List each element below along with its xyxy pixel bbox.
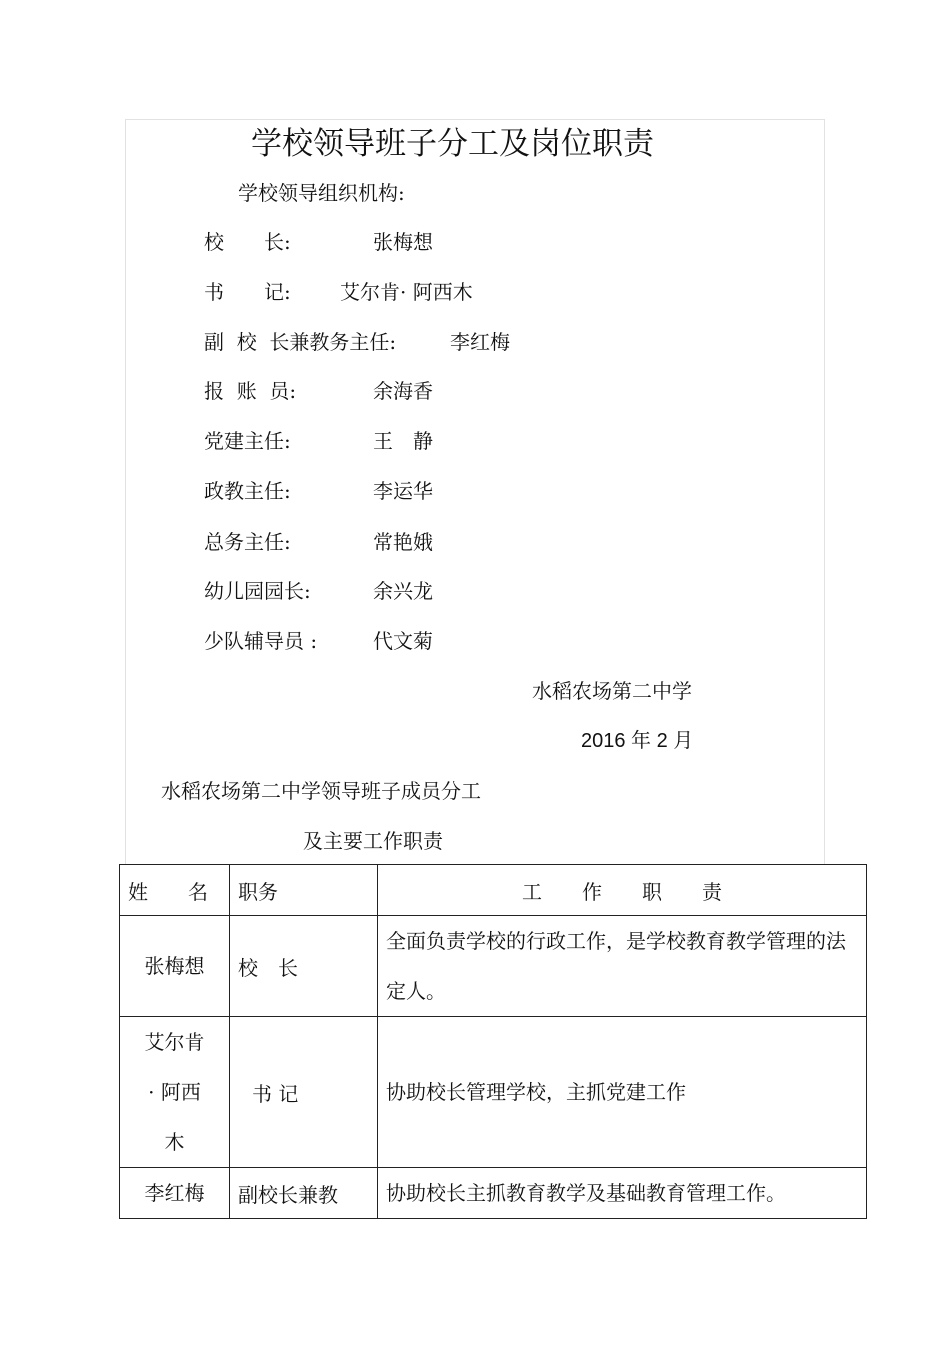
cell-duty: 协助校长主抓教育教学及基础教育管理工作。 (378, 1168, 867, 1219)
cell-duty: 协助校长管理学校，主抓党建工作 (378, 1017, 867, 1168)
cell-duty: 全面负责学校的行政工作，是学校教育教学管理的法定人。 (378, 916, 867, 1017)
table-row (120, 1017, 867, 1168)
org-role: 校 长: (204, 230, 291, 254)
duty-table (119, 864, 867, 1219)
org-person: 余海香 (373, 379, 433, 403)
cell-post: 书 记 (230, 1017, 378, 1168)
org-role: 政教主任: (204, 479, 291, 503)
org-person: 余兴龙 (373, 579, 433, 603)
org-role: 副 校 长兼教务主任: (204, 330, 397, 354)
cell-name: 张梅想 (120, 916, 230, 1017)
org-role: 少队辅导员 : (204, 629, 318, 653)
document-title: 学校领导班子分工及岗位职责 (251, 126, 654, 162)
org-role: 党建主任: (204, 429, 291, 453)
org-person: 李红梅 (450, 330, 510, 354)
org-role: 总务主任: (204, 530, 291, 554)
org-role: 幼儿园园长: (204, 579, 311, 603)
table-row (120, 1168, 867, 1219)
cell-name-text: 艾尔肯· 阿西木 (144, 1030, 205, 1154)
org-person: 代文菊 (373, 629, 433, 653)
header-post: 职务 (230, 865, 378, 916)
org-role: 报 账 员: (204, 379, 297, 403)
table-header-row (120, 865, 867, 916)
table-title-line-1: 水稻农场第二中学领导班子成员分工 (161, 779, 481, 803)
signature-date: 2016 年 2 月 (581, 730, 694, 752)
cell-post: 副校长兼教 (230, 1168, 378, 1219)
header-name: 姓 名 (120, 865, 230, 916)
org-person: 艾尔肯· 阿西木 (340, 280, 473, 304)
header-duty: 工 作 职 责 (378, 865, 867, 916)
table-title-line-2: 及主要工作职责 (303, 829, 443, 853)
cell-name: 李红梅 (120, 1168, 230, 1219)
org-person: 王 静 (373, 429, 433, 453)
org-role: 书 记: (204, 280, 291, 304)
org-person: 张梅想 (373, 230, 433, 254)
cell-post: 校 长 (230, 916, 378, 1017)
org-person: 常艳娥 (373, 530, 433, 554)
table-row (120, 916, 867, 1017)
signature-school: 水稻农场第二中学 (532, 679, 692, 703)
org-person: 李运华 (373, 479, 433, 503)
org-structure-heading: 学校领导组织机构: (238, 181, 405, 205)
cell-name (120, 1017, 230, 1168)
